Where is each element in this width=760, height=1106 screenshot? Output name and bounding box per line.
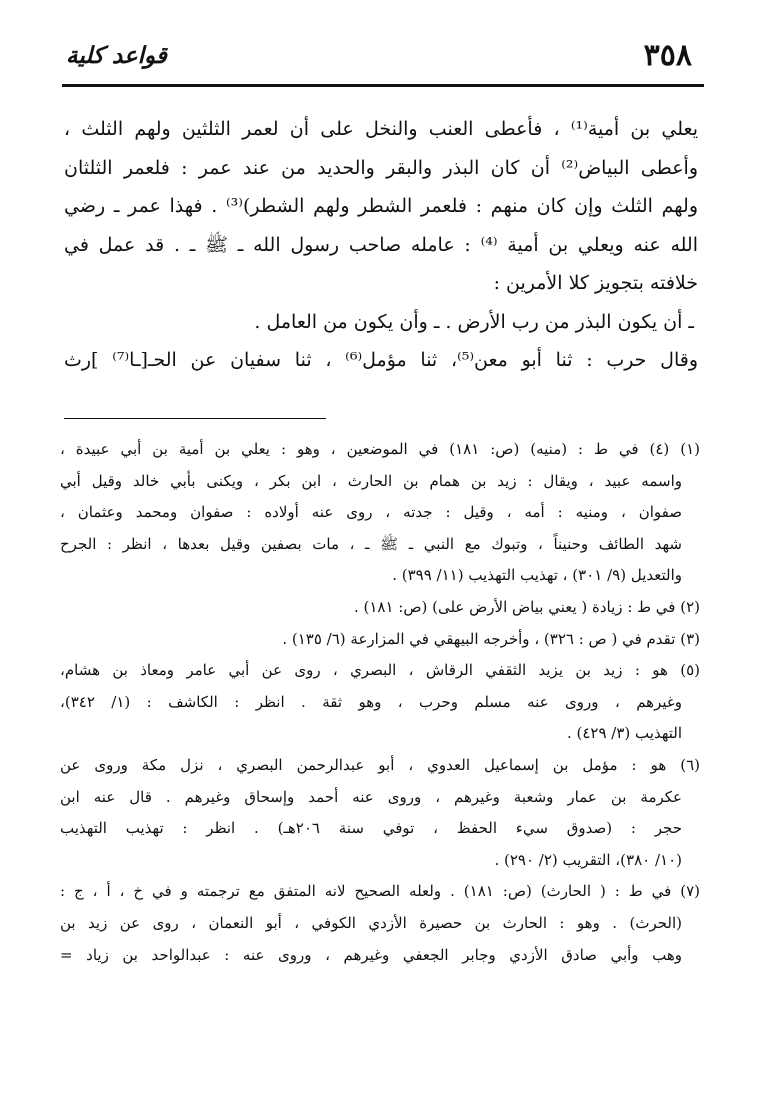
text-line: ـ أن يكون البذر من رب الأرض . ـ وأن يكون من العامل . — [254, 310, 694, 333]
page-header — [60, 36, 700, 80]
header-rule — [62, 84, 704, 87]
footnote-line: (٧) في ط : ( الحارث) (ص: ١٨١) . ولعله الصحيح لانه المتفق مع ترجمته و في خ ، أ ، ج : — [60, 882, 700, 901]
text-line: الله عنه ويعلي بن أمية ⁽⁴⁾ : عامله صاحب رسول الله ـ ﷺ ـ . قد عمل في — [64, 233, 698, 256]
text-line: وأعطى البياض⁽²⁾ أن كان البذر والبقر والحديد من عند عمر : فلعمر الثلثان — [64, 156, 698, 179]
footnotes — [60, 434, 700, 971]
running-title: قواعد كلية — [66, 42, 167, 69]
text-line: وقال حرب : ثنا أبو معن⁽⁵⁾، ثنا مؤمل⁽⁶⁾ ، ثنا سفيان عن الحـ[ـا⁽⁷⁾ ]رث — [64, 349, 698, 371]
main-text — [64, 110, 698, 380]
footnote-line: حجر : (صدوق سيء الحفظ ، توفي سنة ٢٠٦هـ) . انظر : تهذيب التهذيب — [60, 819, 682, 838]
footnote-line: (١) (٤) في ط : (منيه) (ص: ١٨١) في الموضعين ، وهو : يعلي بن أمية بن أبي عبيدة ، — [60, 440, 700, 458]
footnote-line: (٦) هو : مؤمل بن إسماعيل العدوي ، أبو عبدالرحمن البصري ، نزل مكة وروى عن — [60, 755, 700, 774]
footnote-line: عكرمة بن عمار وشعبة وغيرهم ، وروى عنه أحمد وإسحاق وغيرهم . قال عنه ابن — [60, 787, 682, 806]
text-line: خلافته بتجويز كلا الأمرين : — [493, 272, 698, 294]
footnote-separator — [64, 418, 326, 419]
footnote-line: (٥) هو : زيد بن يزيد الثقفي الرقاش ، البصري ، روى عن أبي عامر ومعاذ بن هشام، — [60, 661, 700, 680]
footnote-line: واسمه عبيد ، ويقال : زيد بن همام بن الحارث ، ابن بكر ، ويكنى بأبي خالد وقيل أبي — [60, 471, 682, 490]
footnote-line: شهد الطائف وحنيناً ، وتبوك مع النبي ـ ﷺ ـ ، مات بصفين وقيل بعدها ، انظر : الجرح — [60, 534, 682, 553]
footnote-line: التهذيب (٣/ ٤٢٩) . — [566, 724, 682, 743]
footnote-line: صفوان ، ومنيه : أمه ، وقيل : جدته ، روى عنه أولاده : صفوان ومحمد وعثمان ، — [60, 503, 682, 522]
footnote-line: والتعديل (٩/ ٣٠١) ، تهذيب التهذيب (١١/ ٣٩٩) . — [392, 566, 682, 585]
footnote-line: (الحرث) . وهو : الحارث بن حصيرة الأزدي الكوفي ، أبو النعمان ، روى عن زيد بن — [60, 913, 682, 932]
text-line: يعلي بن أمية⁽¹⁾ ، فأعطى العنب والنخل على أن لعمر الثلثين ولهم الثلث ، — [64, 118, 698, 140]
footnote-line: (٣) تقدم في ( ص : ٣٢٦) ، وأخرجه البيهقي في المزارعة (٦/ ١٣٥) . — [282, 629, 700, 648]
footnote-line: وهب وأبي صادق الأزدي وجابر الجعفي وغيرهم ، وروى عنه : عبدالواحد بن زياد = — [60, 945, 682, 964]
footnote-line: وغيرهم ، وروى عنه مسلم وحرب ، وهو ثقة . انظر : الكاشف : (١/ ٣٤٢)، — [60, 692, 682, 711]
page-number: ٣٥٨ — [643, 38, 692, 73]
text-line: ولهم الثلث وإن كان منهم : فلعمر الشطر ولهم الشطر)⁽³⁾ . فهذا عمر ـ رضي — [64, 195, 698, 217]
footnote-line: (١٠/ ٣٨٠)، التقريب (٢/ ٢٩٠) . — [494, 850, 682, 869]
footnote-line: (٢) في ط : زيادة ( يعني بياض الأرض على) (ص: ١٨١) . — [353, 597, 700, 616]
